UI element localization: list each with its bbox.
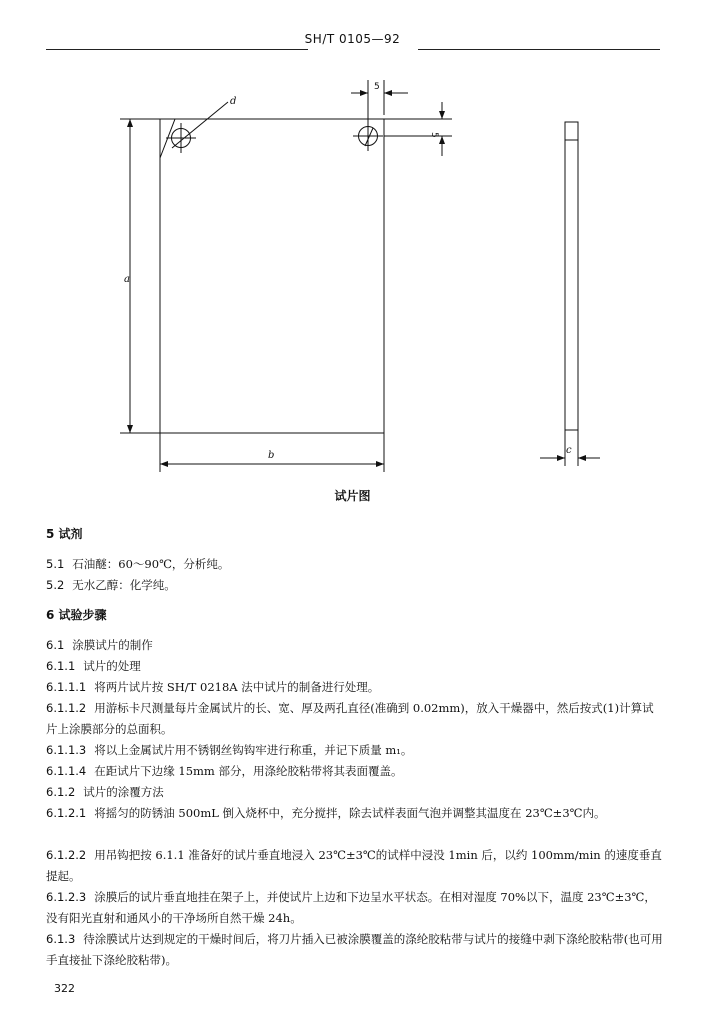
label-c: c	[566, 445, 572, 456]
leader-d	[172, 102, 228, 148]
side-view	[565, 122, 578, 430]
item-6-1-3: 6.1.3 待涂膜试片达到规定的干燥时间后，将刀片插入已被涂膜覆盖的涤纶胶粘带与试片的接缝中剥下涤纶胶粘带(也可用手直接扯下涤纶胶粘带)。	[46, 932, 663, 967]
item-6-1-2: 6.1.2 试片的涂覆方法	[46, 785, 164, 799]
item-6-1-2-3: 6.1.2.3 涂膜后的试片垂直地挂在架子上，并使试片上边和下边呈水平状态。在相对湿度 70%以下，温度 23℃±3℃，没有阳光直射和通风小的干净场所自然干燥 24h。	[46, 890, 656, 925]
label-d: d	[230, 96, 237, 107]
test-piece-drawing	[0, 0, 705, 500]
item-6-1: 6.1 涂膜试片的制作	[46, 638, 153, 652]
plate-outline	[160, 119, 384, 433]
label-a: a	[124, 274, 130, 285]
item-5-2: 5.2 无水乙醇：化学纯。	[46, 578, 176, 592]
item-6-1-1-1: 6.1.1.1 将两片试片按 SH/T 0218A 法中试片的制备进行处理。	[46, 680, 380, 694]
label-5-right: 5	[429, 132, 439, 138]
item-5-1: 5.1 石油醚：60～90℃，分析纯。	[46, 557, 230, 571]
item-6-1-1-3: 6.1.1.3 将以上金属试片用不锈钢丝钩钩牢进行称重，并记下质量 m₁。	[46, 743, 413, 757]
item-6-1-1-4: 6.1.1.4 在距试片下边缘 15mm 部分，用涤纶胶粘带将其表面覆盖。	[46, 764, 403, 778]
section-5-heading: 5 试剂	[46, 527, 83, 541]
item-6-1-2-1: 6.1.2.1 将摇匀的防锈油 500mL 倒入烧杯中，充分搅拌，除去试样表面气泡并调整其温度在 23℃±3℃内。	[46, 806, 606, 820]
item-6-1-1: 6.1.1 试片的处理	[46, 659, 141, 673]
label-b: b	[268, 450, 275, 461]
figure-caption: 试片图	[334, 489, 371, 503]
standard-number: SH/T 0105—92	[304, 32, 401, 46]
item-6-1-1-2: 6.1.1.2 用游标卡尺测量每片金属试片的长、宽、厚及两孔直径(准确到 0.02mm)，放入干燥器中，然后按式(1)计算试片上涂膜部分的总面积。	[46, 701, 654, 736]
label-5-top: 5	[374, 82, 380, 92]
page-number: 322	[54, 982, 75, 995]
section-6-heading: 6 试验步骤	[46, 608, 107, 622]
item-6-1-2-2: 6.1.2.2 用吊钩把按 6.1.1 准备好的试片垂直地浸入 23℃±3℃的试样中浸没 1min 后，以约 100mm/min 的速度垂直提起。	[46, 848, 662, 883]
